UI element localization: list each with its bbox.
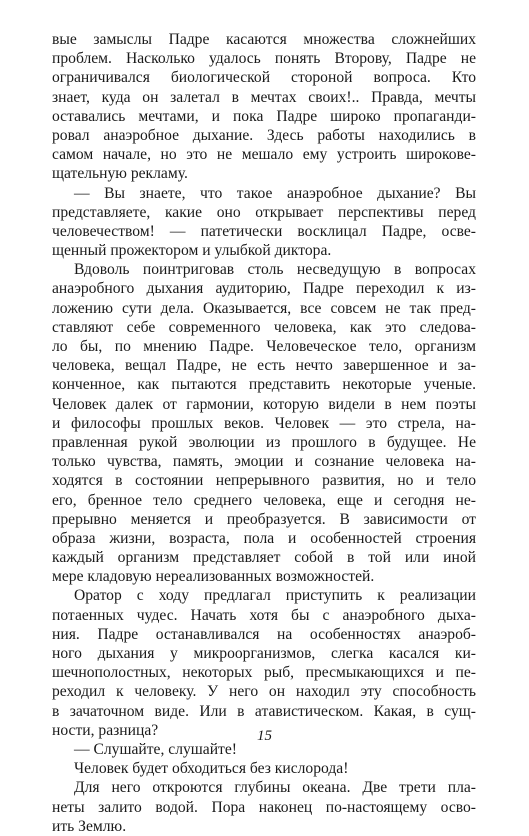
text-line: ограничивался биологической стороной вопроса. Кто — [52, 69, 476, 87]
text-line: конченное, как пытаются представить некоторые ученые. — [52, 376, 476, 394]
text-line: щенный прожектором и улыбкой диктора. — [52, 242, 332, 260]
paragraph — [52, 586, 476, 740]
text-line: ить Землю. — [52, 817, 127, 835]
text-line: оставались мечтами, и пока Падре широко пропаганди- — [52, 107, 476, 125]
paragraph — [52, 778, 476, 836]
text-line: знает, куда он залетал в мечтах своих!.. Правда, мечты — [52, 88, 476, 106]
text-line: ставляют себе современного человека, как это следова- — [52, 318, 476, 336]
paragraph — [52, 184, 476, 261]
text-line: и философы прошлых веков. Человек — это стрела, на- — [52, 414, 476, 432]
text-line: ложению сути дела. Оказывается, все совсем не так пред- — [52, 299, 476, 317]
text-line: только чувства, память, эмоции и сознание человека на- — [52, 453, 476, 471]
text-line: — Вы знаете, что такое анаэробное дыхание? Вы — [74, 184, 476, 202]
text-line: неты залито водой. Пора наконец по-настоящему осво- — [52, 798, 476, 816]
paragraph — [52, 260, 476, 586]
text-line: ровал анаэробное дыхание. Здесь работы находились в — [52, 126, 476, 144]
paragraph — [52, 759, 476, 778]
text-line: шечнополостных, некоторых рыб, пресмыкающихся и пе- — [52, 664, 476, 682]
text-line: человека, вещал Падре, не есть нечто завершенное и за- — [52, 357, 476, 375]
text-line: проблем. Насколько удалось понять Второву, Падре не — [52, 50, 476, 68]
text-line: прерывно меняется и преобразуется. В зависимости от — [52, 510, 476, 528]
text-line: реходил к человеку. У него он находил эту способность — [52, 683, 476, 701]
text-line: Человек будет обходиться без кислорода! — [74, 760, 349, 778]
text-line: потаенных чудес. Начать хотя бы с анаэробного дыха- — [52, 606, 476, 624]
text-line: ходятся в состоянии непрерывного развития, но и тело — [52, 472, 476, 490]
text-line: Вдоволь поинтриговав столь несведущую в вопросах — [74, 261, 476, 279]
text-line: Оратор с ходу предлагал приступить к реализации — [74, 587, 476, 605]
text-line: — Слушайте, слушайте! — [74, 740, 237, 758]
text-line: человечеством! — патетически восклицал Падре, осве- — [52, 222, 476, 240]
text-line: мере кладовую нереализованных возможностей. — [52, 568, 375, 586]
text-line: анаэробного дыхания аудиторию, Падре переходил к из- — [52, 280, 476, 298]
text-line: каждый организм представляет собой в той или иной — [52, 549, 476, 567]
text-line: ло бы, по мнению Падре. Человеческое тело, организм — [52, 338, 476, 355]
text-line: в зачаточном виде. Или в атавистическом. Какая, в сущ- — [52, 702, 476, 720]
text-line: вые замыслы Падре касаются множества сложнейших — [52, 31, 476, 48]
text-line: правленная рукой эволюции из прошлого в будущее. Не — [52, 433, 476, 451]
text-line: представляете, какие оно открывает перспективы перед — [52, 203, 476, 221]
text-line: щательную рекламу. — [52, 165, 188, 183]
text-line: ния. Падре останавливался на особенностях анаэроб- — [52, 625, 476, 643]
paragraph — [52, 30, 476, 184]
text-line: Для него откроются глубины океана. Две трети пла- — [74, 779, 476, 797]
text-line: образа жизни, возраста, пола и особенностей строения — [52, 529, 476, 547]
body-text — [52, 30, 476, 836]
text-line: ности, разница? — [52, 721, 159, 739]
text-line: Человек далек от гармонии, которую видели в нем поэты — [52, 395, 476, 413]
page-number: 15 — [257, 728, 272, 744]
text-line: его, бренное тело среднего человека, еще и сегодня не- — [52, 491, 476, 509]
text-line: самом начале, но это не мешало ему устроить широкове- — [52, 146, 476, 164]
text-line: ного дыхания у микроорганизмов, слегка касался ки- — [52, 645, 476, 662]
